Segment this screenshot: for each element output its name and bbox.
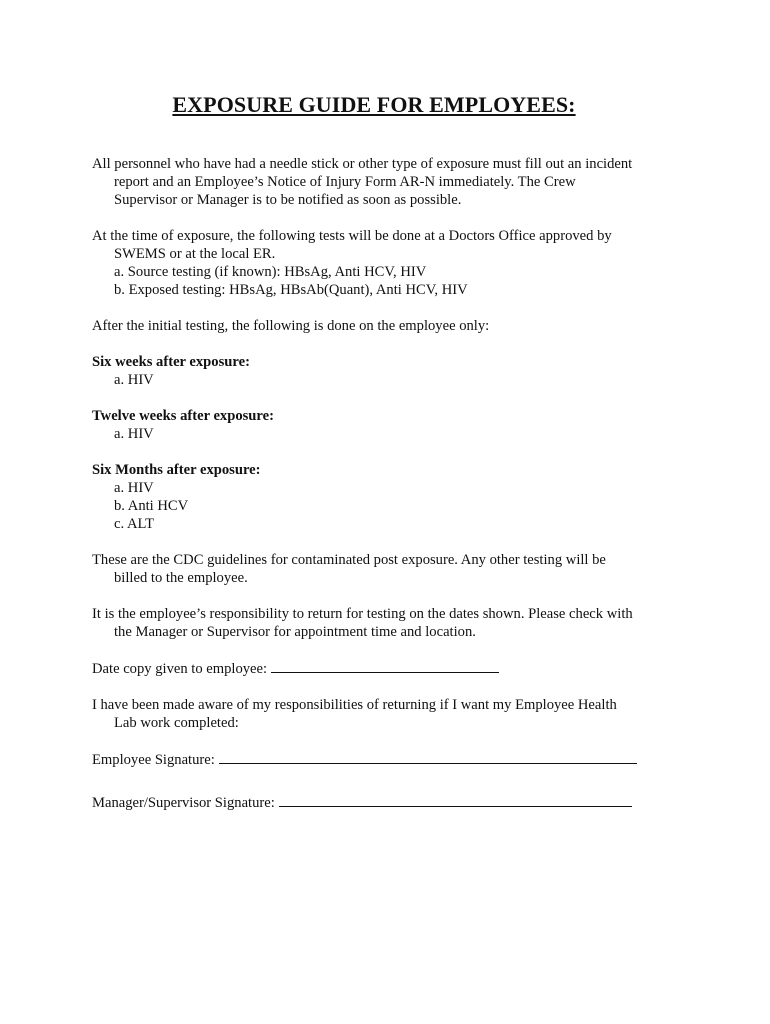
initial-tests-line-1: At the time of exposure, the following tests will be done at a Doctors Office approved by xyxy=(92,228,612,244)
intro-line-2: report and an Employee’s Notice of Injury Form AR-N immediately. The Crew xyxy=(114,174,576,190)
intro-line-3: Supervisor or Manager is to be notified as soon as possible. xyxy=(114,192,462,208)
schedule-six-weeks xyxy=(92,353,692,389)
employee-signature-row xyxy=(92,750,692,769)
manager-signature-label: Manager/Supervisor Signature: xyxy=(92,795,275,811)
schedule-twelve-weeks xyxy=(92,407,692,443)
schedule-item: c. ALT xyxy=(114,516,154,532)
responsibility-paragraph xyxy=(92,605,692,641)
after-initial-paragraph xyxy=(92,317,692,335)
exposed-testing-item: b. Exposed testing: HBsAg, HBsAb(Quant), Anti HCV, HIV xyxy=(114,282,468,298)
cdc-note-paragraph xyxy=(92,551,692,587)
responsibility-line-2: the Manager or Supervisor for appointment time and location. xyxy=(114,624,476,640)
employee-signature-label: Employee Signature: xyxy=(92,752,215,768)
document-body xyxy=(92,155,692,836)
schedule-heading: Twelve weeks after exposure: xyxy=(92,408,274,424)
schedule-item: a. HIV xyxy=(114,480,154,496)
cdc-note-line-1: These are the CDC guidelines for contaminated post exposure. Any other testing will be xyxy=(92,552,606,568)
document-title: EXPOSURE GUIDE FOR EMPLOYEES: xyxy=(172,92,576,117)
schedule-heading: Six weeks after exposure: xyxy=(92,354,250,370)
manager-signature-row xyxy=(92,793,692,812)
schedule-six-months xyxy=(92,461,692,533)
date-copy-row xyxy=(92,659,692,678)
source-testing-item: a. Source testing (if known): HBsAg, Anti HCV, HIV xyxy=(114,264,427,280)
date-copy-field[interactable] xyxy=(271,659,499,673)
initial-tests-paragraph xyxy=(92,227,692,299)
schedule-heading: Six Months after exposure: xyxy=(92,462,261,478)
initial-tests-line-2: SWEMS or at the local ER. xyxy=(114,246,276,262)
employee-signature-field[interactable] xyxy=(219,750,637,764)
awareness-line-1: I have been made aware of my responsibilities of returning if I want my Employee Health xyxy=(92,697,617,713)
responsibility-line-1: It is the employee’s responsibility to return for testing on the dates shown. Please check with xyxy=(92,606,633,622)
schedule-item: a. HIV xyxy=(114,426,154,442)
after-initial-text: After the initial testing, the following is done on the employee only: xyxy=(92,318,490,334)
cdc-note-line-2: billed to the employee. xyxy=(114,570,248,586)
awareness-paragraph xyxy=(92,696,692,732)
awareness-line-2: Lab work completed: xyxy=(114,715,239,731)
intro-paragraph xyxy=(92,155,692,209)
intro-line-1: All personnel who have had a needle stick or other type of exposure must fill out an incident xyxy=(92,156,633,172)
schedule-item: b. Anti HCV xyxy=(114,498,189,514)
date-copy-label: Date copy given to employee: xyxy=(92,661,268,677)
manager-signature-field[interactable] xyxy=(279,793,632,807)
schedule-item: a. HIV xyxy=(114,372,154,388)
